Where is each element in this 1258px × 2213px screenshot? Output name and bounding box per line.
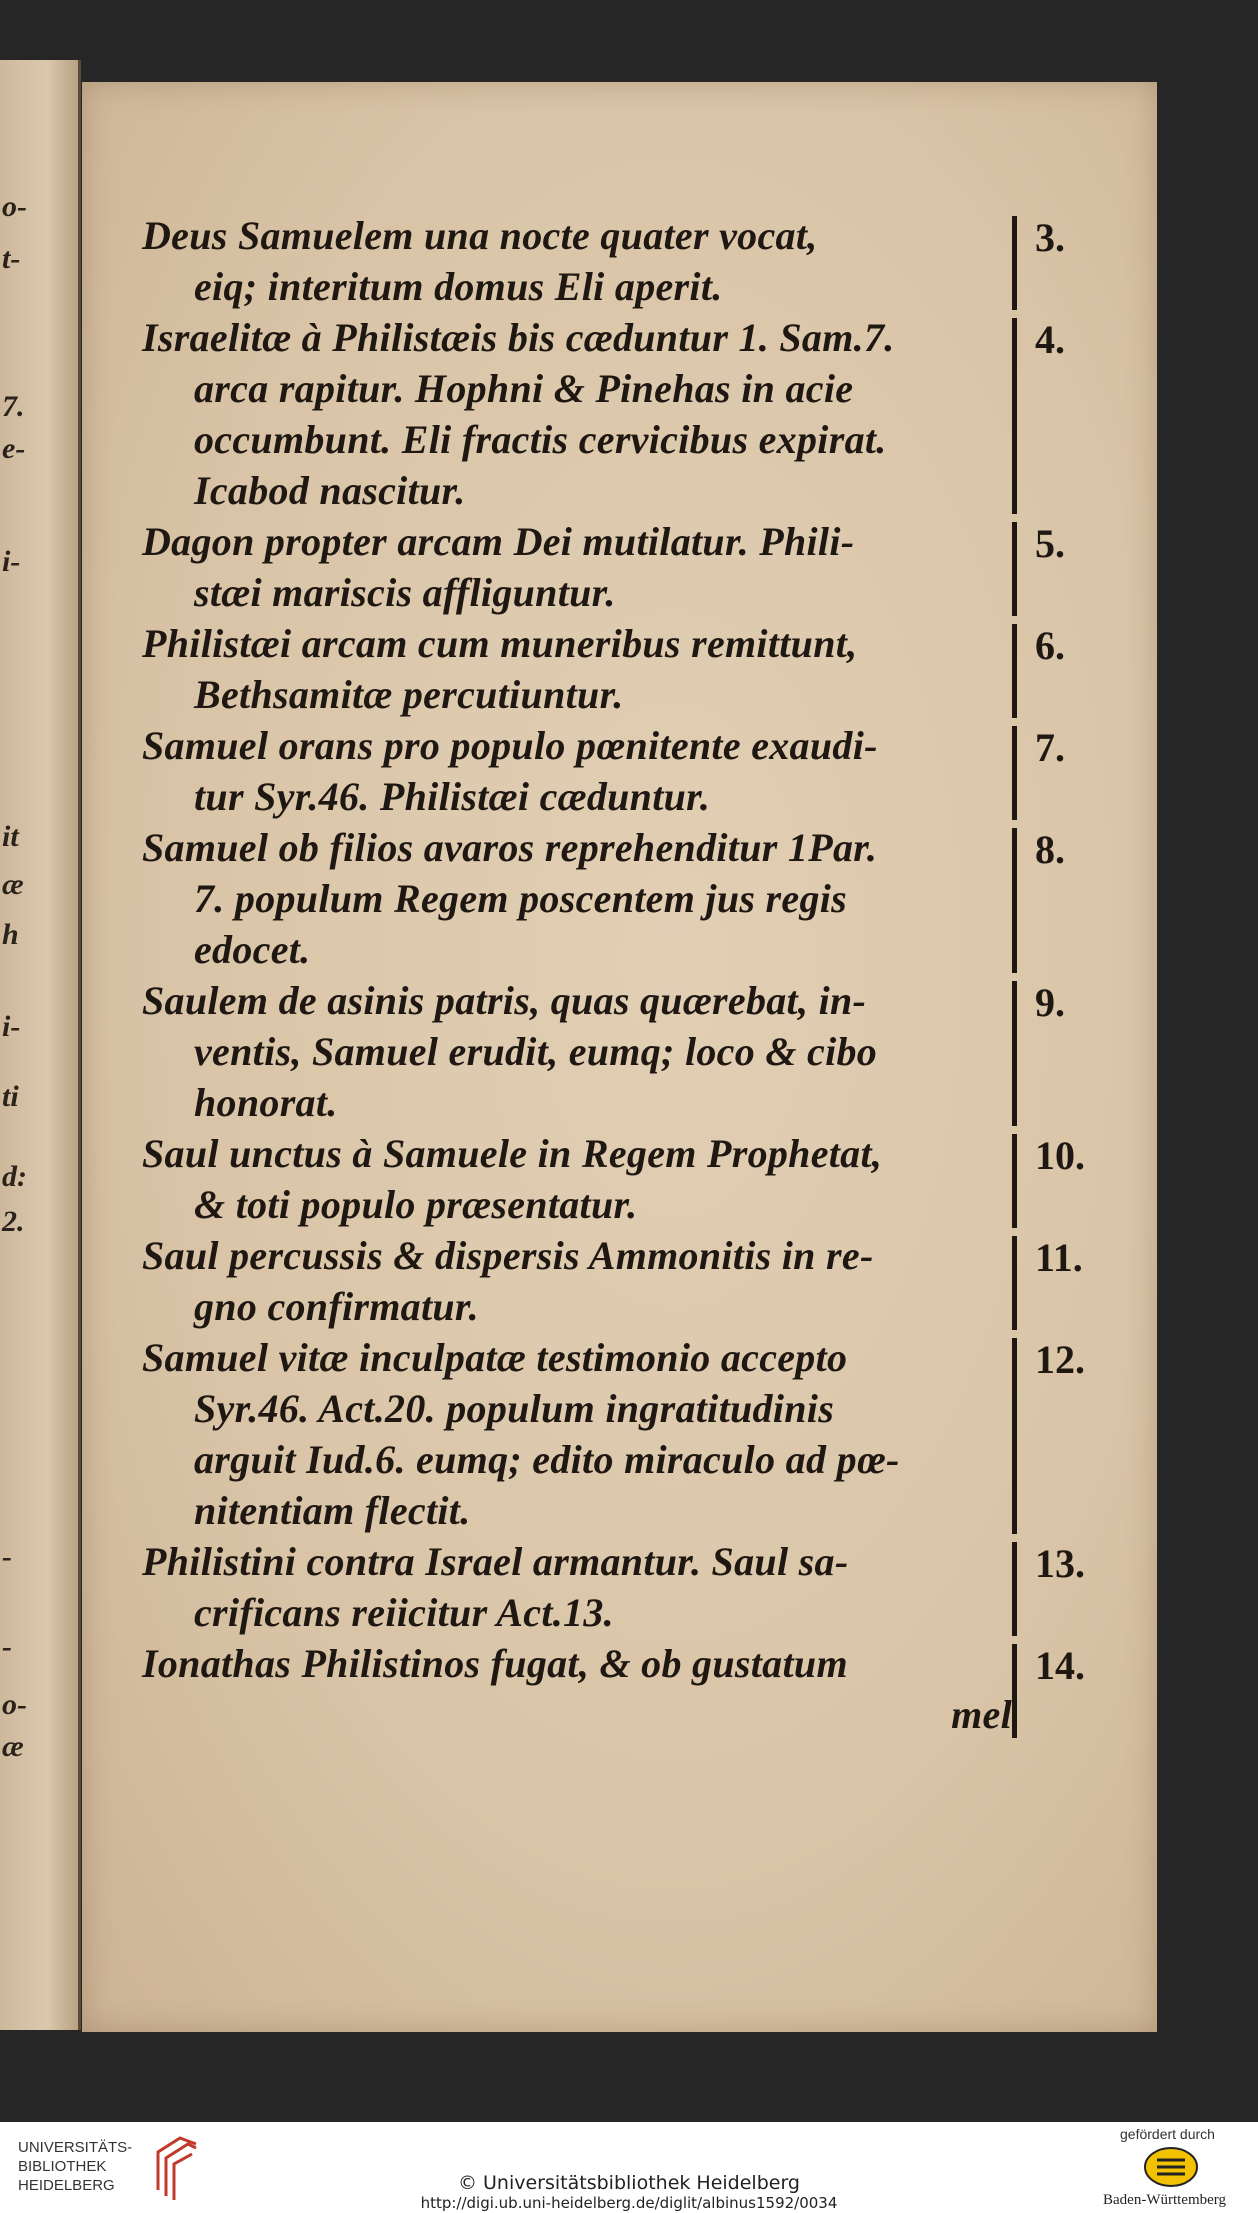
summary-entry — [142, 210, 1065, 312]
left-page-fragment: o- — [2, 1688, 27, 1721]
book-page — [82, 82, 1157, 2032]
library-name: UNIVERSITÄTS- BIBLIOTHEK HEIDELBERG — [18, 2139, 133, 2194]
entry-line: Bethsamitæ percutiuntur. — [194, 672, 624, 717]
chapter-number: 4. — [1035, 317, 1065, 362]
copyright-notice: © Universitätsbibliothek Heidelberg — [457, 2172, 800, 2194]
entry-line: Samuel ob filios avaros reprehenditur 1Par. — [142, 825, 878, 870]
entry-line: Deus Samuelem una nocte quater vocat, — [142, 213, 818, 258]
chapter-number: 14. — [1035, 1643, 1085, 1688]
summary-entry — [142, 1536, 1085, 1638]
entry-line: arca rapitur. Hophni & Pinehas in acie — [194, 366, 854, 411]
chapter-number: 9. — [1035, 980, 1065, 1025]
entry-line: Philistæi arcam cum muneribus remittunt, — [142, 621, 858, 666]
entry-line: Saulem de asinis patris, quas quærebat, in- — [142, 978, 867, 1023]
entry-line: 7. populum Regem poscentem jus regis — [194, 876, 848, 921]
bracket-bar — [1012, 624, 1017, 718]
chapter-number: 12. — [1035, 1337, 1085, 1382]
left-page-fragment: i- — [2, 1010, 21, 1043]
bracket-bar — [1012, 1644, 1017, 1738]
footer — [0, 2122, 1258, 2213]
left-page-fragment: 7. — [2, 390, 25, 423]
entry-line: mel — [951, 1692, 1012, 1737]
funded-by-label: gefördert durch — [1120, 2126, 1215, 2142]
entry-line: edocet. — [194, 927, 311, 972]
bracket-bar — [1012, 318, 1017, 514]
entry-line: Icabod nascitur. — [194, 468, 466, 513]
entry-line: stæi mariscis affliguntur. — [194, 570, 616, 615]
summary-entry — [142, 1332, 1085, 1536]
chapter-number: 10. — [1035, 1133, 1085, 1178]
entry-line: Saul unctus à Samuele in Regem Prophetat, — [142, 1131, 883, 1176]
left-page-fragment: æ — [2, 868, 24, 901]
left-page-fragment: h — [2, 918, 19, 951]
summary-entry — [142, 618, 1065, 720]
chapter-number: 5. — [1035, 521, 1065, 566]
left-page-fragment: 2. — [2, 1205, 25, 1238]
summary-entry — [142, 312, 1065, 516]
summary-entry — [142, 975, 1065, 1128]
bracket-bar — [1012, 1236, 1017, 1330]
bracket-bar — [1012, 1338, 1017, 1534]
summary-entry — [142, 1128, 1085, 1230]
chapter-number: 6. — [1035, 623, 1065, 668]
entry-line: Samuel vitæ inculpatæ testimonio accepto — [142, 1335, 848, 1380]
bracket-bar — [1012, 216, 1017, 310]
left-page-fragment: it — [2, 820, 19, 853]
chapter-number: 11. — [1035, 1235, 1083, 1280]
summary-entry — [142, 1638, 1085, 1740]
entry-line: Dagon propter arcam Dei mutilatur. Phili- — [142, 519, 855, 564]
bracket-bar — [1012, 726, 1017, 820]
left-page-fragment: æ — [2, 1730, 24, 1763]
entry-line: crificans reiicitur Act.13. — [194, 1590, 614, 1635]
summary-entry — [142, 516, 1065, 618]
left-page-fragment: - — [2, 1540, 12, 1573]
entry-line: occumbunt. Eli fractis cervicibus expirat. — [194, 417, 887, 462]
left-page-fragment: i- — [2, 545, 21, 578]
chapter-number: 7. — [1035, 725, 1065, 770]
bracket-bar — [1012, 981, 1017, 1126]
summary-list — [142, 210, 1085, 1740]
chapter-number: 3. — [1035, 215, 1065, 260]
bracket-bar — [1012, 1134, 1017, 1228]
bracket-bar — [1012, 1542, 1017, 1636]
entry-line: tur Syr.46. Philistæi cæduntur. — [194, 774, 711, 819]
summary-entry — [142, 720, 1065, 822]
left-page-fragment: d: — [2, 1160, 27, 1193]
entry-line: & toti populo præsentatur. — [194, 1182, 638, 1227]
entry-line: Saul percussis & dispersis Ammonitis in re- — [142, 1233, 874, 1278]
summary-entry — [142, 1230, 1083, 1332]
left-page-fragment: e- — [2, 432, 26, 465]
entry-line: Philistini contra Israel armantur. Saul sa- — [142, 1539, 849, 1584]
entry-line: Samuel orans pro populo pœnitente exaudi- — [142, 723, 878, 768]
entry-line: Syr.46. Act.20. populum ingratitudinis — [194, 1386, 835, 1431]
left-page-fragment: ti — [2, 1080, 19, 1113]
summary-entry — [142, 822, 1065, 975]
left-page-fragment: t- — [2, 242, 21, 275]
chapter-number: 8. — [1035, 827, 1065, 872]
left-page-fragment: - — [2, 1630, 12, 1663]
entry-line: arguit Iud.6. eumq; edito miraculo ad pœ- — [194, 1437, 900, 1482]
bracket-bar — [1012, 522, 1017, 616]
chapter-number: 13. — [1035, 1541, 1085, 1586]
entry-line: gno confirmatur. — [194, 1284, 479, 1329]
source-url[interactable]: http://digi.ub.uni-heidelberg.de/diglit/albinus1592/0034 — [420, 2194, 838, 2212]
entry-line: Israelitæ à Philistæis bis cæduntur 1. Sam.7. — [142, 315, 895, 360]
baden-wuerttemberg-seal-icon — [1143, 2146, 1199, 2188]
funder-name: Baden-Württemberg — [1103, 2192, 1227, 2208]
previous-page-edge — [0, 60, 81, 2030]
entry-line: Ionathas Philistinos fugat, & ob gustatum — [142, 1641, 848, 1686]
entry-line: honorat. — [194, 1080, 338, 1125]
entry-line: nitentiam flectit. — [194, 1488, 471, 1533]
bracket-bar — [1012, 828, 1017, 973]
left-page-fragment: o- — [2, 190, 27, 223]
entry-line: eiq; interitum domus Eli aperit. — [194, 264, 723, 309]
entry-line: ventis, Samuel erudit, eumq; loco & cibo — [194, 1029, 878, 1074]
